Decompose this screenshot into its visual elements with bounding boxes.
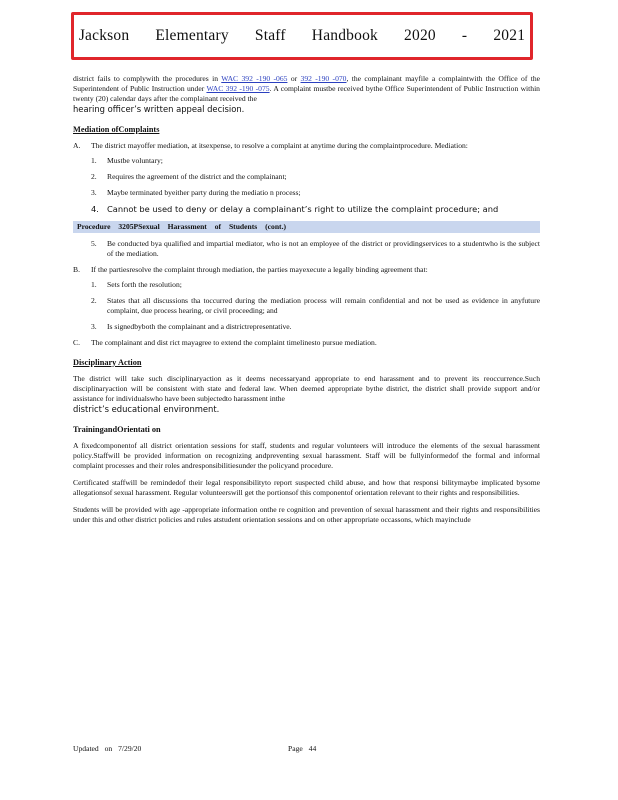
subitem-text: Cannot be used to deny or delay a complainant’s right to utilize the complaint procedure; and <box>107 204 499 214</box>
intro-text-start: district fails to complywith the procedures in <box>73 74 222 83</box>
item-label: B. <box>73 265 80 274</box>
mediation-item-b <box>73 265 540 275</box>
b-subitem-1 <box>73 280 540 290</box>
subitem-number: 2. <box>91 172 97 181</box>
training-paragraph-2: Certificated staffwill be remindedof their legal responsibilityto report suspected child abuse, and how that responsi bilitymaybe implicated bysome allegationsof sexual harassment. Regular volunteerswill get the portionsof this componentof orientation relevant to their rights and responsibilities. <box>73 478 540 497</box>
mediation-subitem-2 <box>73 172 540 182</box>
mediation-subitem-3 <box>73 188 540 198</box>
subitem-text: Mustbe voluntary; <box>107 156 163 165</box>
item-text: The complainant and dist rict mayagree to extend the complaint timelinesto pursue mediation. <box>91 338 377 347</box>
disciplinary-paragraph: The district will take such disciplinaryaction as it deems necessaryand appropriate to end harassment and to prevent its reoccurrence.Such disciplinaryaction will be consistent with state and federal law. When deemed appropriate bythe district, the district shall provide support and/or assistance for individualswho have been subjectedto harassment inthe <box>73 374 540 403</box>
training-paragraph-3: Students will be provided with age -appropriate information onthe re cognition and prevention of sexual harassment and their rights and responsibilities under this and other district policies and rules atstudent orientation sessions and on other appropriate occassons, which mayinclude <box>73 505 540 524</box>
item-label: A. <box>73 141 81 150</box>
subitem-number: 3. <box>91 188 97 197</box>
wac-link-065[interactable]: WAC 392 -190 -065 <box>221 74 288 83</box>
page-number: Page 44 <box>288 744 317 753</box>
item-text: The district mayoffer mediation, at itsexpense, to resolve a complaint at anytime during the complaintprocedure. Mediation: <box>91 141 468 150</box>
procedure-band: Procedure 3205PSexual Harassment of Students (cont.) <box>73 221 540 233</box>
subitem-text: Maybe terminated byeither party during the mediatio n process; <box>107 188 301 197</box>
wac-link-075[interactable]: WAC 392 -190 -075 <box>206 84 270 93</box>
disciplinary-heading: Disciplinary Action <box>73 358 142 367</box>
b-subitem-2 <box>73 296 540 316</box>
mediation-subitem-1 <box>73 156 540 166</box>
subitem-number: 2. <box>91 296 97 305</box>
mediation-item-c <box>73 338 540 348</box>
intro-text-mid: , the complainant mayfile a complaintwith the Office of the Superintendent of Public Instruction under <box>73 74 541 93</box>
b-subitem-3 <box>73 322 540 332</box>
subitem-number: 1. <box>91 156 97 165</box>
intro-tail: hearing officer’s written appeal decision. <box>73 104 245 114</box>
intro-text-or: or <box>287 74 301 83</box>
subitem-number: 3. <box>91 322 97 331</box>
subitem-number: 1. <box>91 280 97 289</box>
header-box <box>71 12 533 60</box>
item-label: C. <box>73 338 80 347</box>
mediation-subitem-4 <box>73 204 540 215</box>
subitem-text: Be conducted bya qualified and impartial mediator, who is not an employee of the district or providingservices to a studentwho is the subject of the mediation. <box>107 239 540 258</box>
mediation-item-a <box>73 141 540 151</box>
subitem-text: Requires the agreement of the district and the complainant; <box>107 172 287 181</box>
training-paragraph-1: A fixedcomponentof all district orientation sessions for staff, students and regular volunteers will introduce the elements of the sexual harassment policy.Staffwill be provided information on recognizing andpreventing sexual harassment. Staff will be fullyinformedof the formal and informal complaint processes and their roles andresponsibilitiesunder the policyand procedure. <box>73 441 540 470</box>
intro-paragraph <box>73 74 540 104</box>
mediation-subitem-5 <box>73 239 540 259</box>
page-content <box>73 74 540 525</box>
item-text: If the partiesresolve the complaint through mediation, the parties mayexecute a legally binding agreement that: <box>91 265 428 274</box>
disciplinary-tail: district’s educational environment. <box>73 404 220 414</box>
subitem-text: Is signedbyboth the complainant and a districtrepresentative. <box>107 322 292 331</box>
intro-text-end: . A complaint mustbe received bythe Office Superintendent of Public Instruction within twenty (20) calendar days after the complainant received the <box>73 84 540 103</box>
mediation-heading: Mediation ofComplaints <box>73 125 160 134</box>
subitem-text: Sets forth the resolution; <box>107 280 182 289</box>
training-heading: TrainingandOrientati on <box>73 425 161 434</box>
handbook-title: Jackson Elementary Staff Handbook 2020 - 2021 <box>78 27 526 44</box>
subitem-number: 5. <box>91 239 97 248</box>
updated-date: Updated on 7/29/20 <box>73 744 142 753</box>
subitem-text: States that all discussions tha toccurred during the mediation process will remain confidential and not be used as evidence in anyfuture complaint, due process hearing, or civil proceeding; and <box>107 296 540 315</box>
subitem-number: 4. <box>91 204 99 214</box>
page-footer <box>73 744 317 753</box>
wac-link-070[interactable]: 392 -190 -070 <box>300 74 347 83</box>
